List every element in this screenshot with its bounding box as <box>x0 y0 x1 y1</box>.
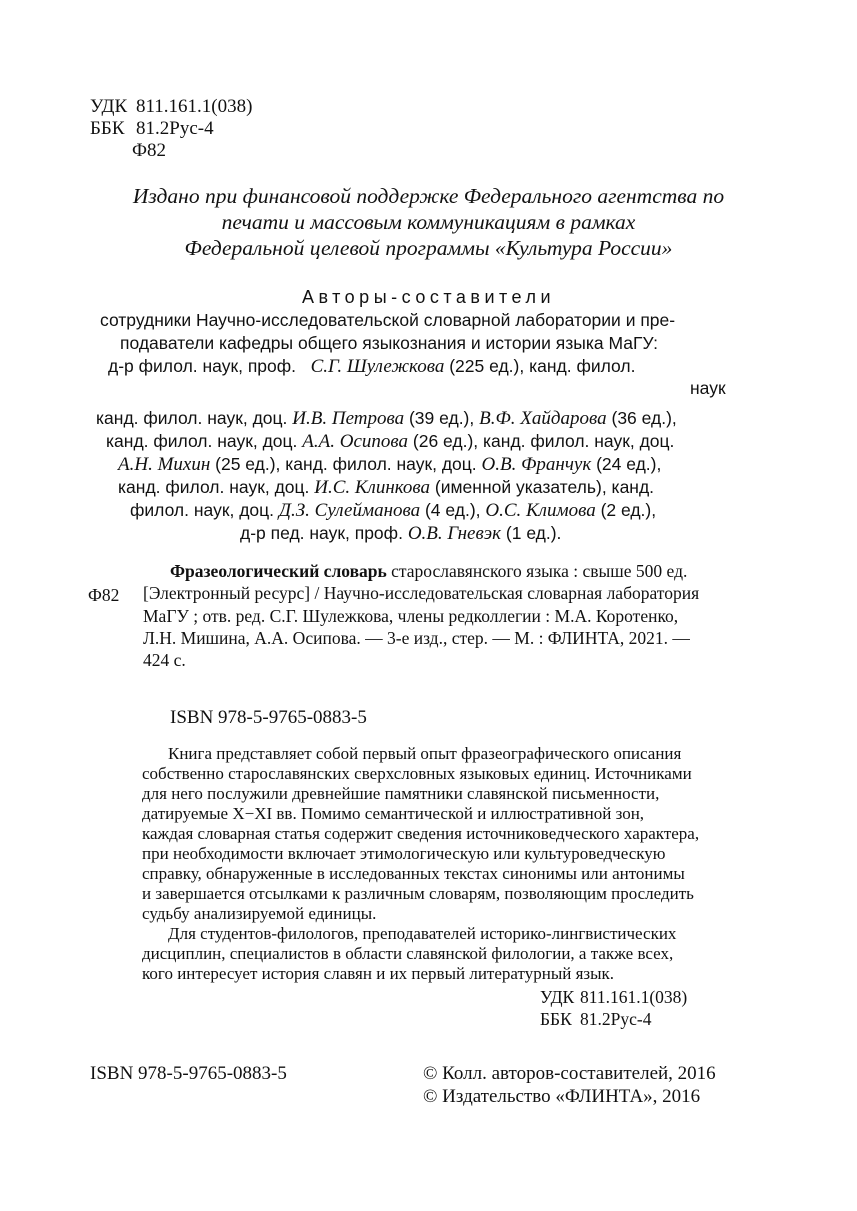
classification-codes-bottom <box>540 986 687 1030</box>
bbk-label: ББК <box>90 118 125 139</box>
authors-line: д-р филол. наук, проф. С.Г. Шулежкова (225 ед.), канд. филол. <box>108 356 636 377</box>
author-name: О.В. Гневэк <box>407 523 502 544</box>
authors-line: канд. филол. наук, доц. И.В. Петрова (39 ед.), В.Ф. Хайдарова (36 ед.), <box>96 408 677 429</box>
bib-author-mark: Ф82 <box>88 585 120 605</box>
abstract-line: судьбу анализируемой единицы. <box>142 904 377 923</box>
funding-note <box>0 183 857 261</box>
abstract-line: справку, обнаруженные в исследованных текстах синонимы или антонимы <box>142 864 685 883</box>
author-name: О.С. Климова <box>485 500 596 521</box>
udk-label: УДК <box>90 96 128 117</box>
bbk-value: 81.2Рус-4 <box>136 118 214 139</box>
funding-line: Издано при финансовой поддержке Федерального агентства по <box>132 184 725 208</box>
authors-line: А.Н. Михин (25 ед.), канд. филол. наук, доц. О.В. Франчук (24 ед.), <box>118 454 662 475</box>
abstract-line: дисциплин, специалистов в области славянской филологии, а также всех, <box>142 944 674 963</box>
author-name: О.В. Франчук <box>481 454 592 475</box>
copyright-line: © Издательство «ФЛИНТА», 2016 <box>423 1086 701 1107</box>
author-name: С.Г. Шулежкова <box>310 356 445 377</box>
copyright <box>423 1062 716 1108</box>
abstract-line: собственно старославянских сверхсловных языковых единиц. Источниками <box>142 764 692 783</box>
authors-line: канд. филол. наук, доц. А.А. Осипова (26 ед.), канд. филол. наук, доц. <box>106 431 675 452</box>
author-mark: Ф82 <box>132 140 167 161</box>
authors-line: сотрудники Научно-исследовательской словарной лаборатории и пре- <box>100 310 676 330</box>
copyright-line: © Колл. авторов-составителей, 2016 <box>423 1063 716 1084</box>
bbk-label: ББК <box>540 1009 572 1029</box>
udk-value: 811.161.1(038) <box>136 96 253 117</box>
abstract-line: для него послужили древнейшие памятники славянской письменности, <box>142 784 660 803</box>
bib-line: 424 с. <box>143 650 186 670</box>
bib-line: Фразеологический словарь старославянского языка : свыше 500 ед. <box>170 561 688 581</box>
author-name: А.Н. Михин <box>118 454 211 475</box>
abstract-line: датируемые X−XI вв. Помимо семантической и иллюстративной зон, <box>142 804 645 823</box>
abstract-line: Книга представляет собой первый опыт фразеографического описания <box>168 744 682 763</box>
book-title: Фразеологический словарь <box>170 561 387 581</box>
author-name: А.А. Осипова <box>302 431 409 452</box>
funding-line: Федеральной целевой программы «Культура России» <box>184 236 673 260</box>
abstract-line: каждая словарная статья содержит сведения источниковедческого характера, <box>142 824 700 843</box>
authors-heading: Авторы-составители <box>301 287 556 307</box>
bib-line: МаГУ ; отв. ред. С.Г. Шулежкова, члены редколлегии : М.А. Коротенко, <box>143 606 679 626</box>
authors-line: канд. филол. наук, доц. И.С. Клинкова (именной указатель), канд. <box>118 477 655 498</box>
isbn-bottom: ISBN 978-5-9765-0883-5 <box>90 1063 287 1084</box>
udk-label: УДК <box>540 987 575 1007</box>
isbn: ISBN 978-5-9765-0883-5 <box>170 707 367 728</box>
classification-codes <box>90 96 252 162</box>
bib-line: Л.Н. Мишина, А.А. Осипова. — 3-е изд., стер. — М. : ФЛИНТА, 2021. — <box>143 628 690 648</box>
authors-line: подаватели кафедры общего языкознания и истории языка МаГУ: <box>120 333 659 353</box>
authors-line: филол. наук, доц. Д.З. Сулейманова (4 ед.), О.С. Климова (2 ед.), <box>130 500 657 521</box>
author-name: В.Ф. Хайдарова <box>479 408 607 429</box>
funding-line: печати и массовым коммуникациям в рамках <box>221 210 636 234</box>
author-name: И.В. Петрова <box>292 408 405 429</box>
authors-line: д-р пед. наук, проф. О.В. Гневэк (1 ед.). <box>240 523 562 544</box>
abstract-line: и завершается отсылками к различным словарям, позволяющим проследить <box>142 884 694 903</box>
abstract-line: при необходимости включает этимологическую или культуроведческую <box>142 844 666 863</box>
udk-value: 811.161.1(038) <box>580 987 688 1007</box>
authors-line: наук <box>690 378 726 398</box>
bbk-value: 81.2Рус-4 <box>580 1009 652 1029</box>
author-name: Д.З. Сулейманова <box>278 500 421 521</box>
bib-line: [Электронный ресурс] / Научно-исследовательская словарная лаборатория <box>143 583 700 603</box>
abstract-line: Для студентов-филологов, преподавателей историко-лингвистических <box>168 924 677 943</box>
author-name: И.С. Клинкова <box>314 477 431 498</box>
abstract-line: кого интересует история славян и их первый литературный язык. <box>142 964 615 983</box>
